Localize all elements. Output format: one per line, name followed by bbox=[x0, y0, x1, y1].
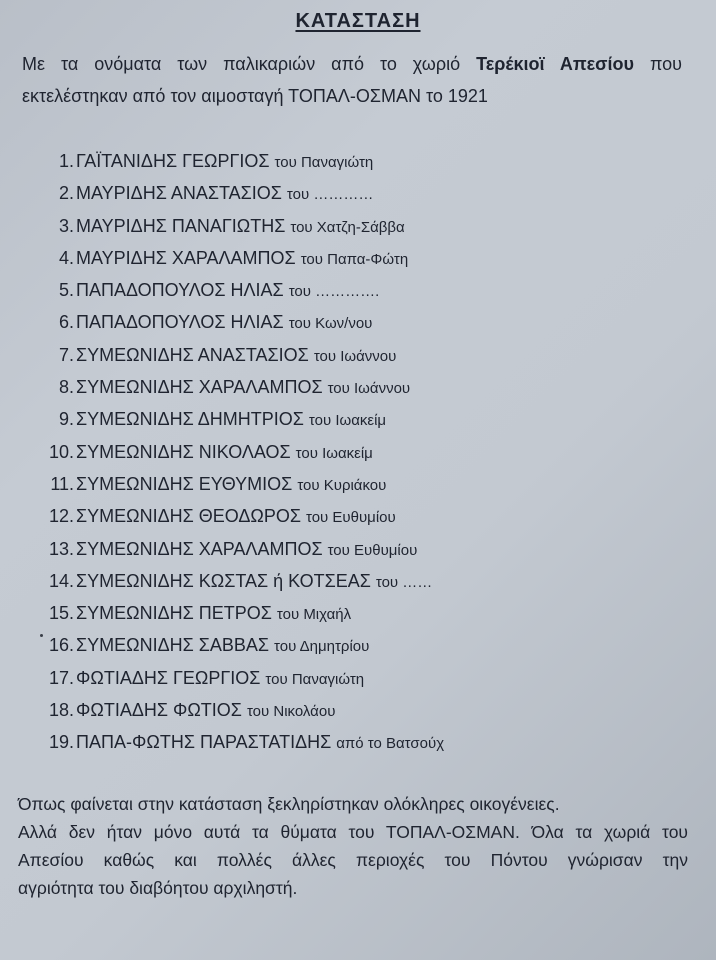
item-number: 6. bbox=[58, 312, 74, 333]
closing-line: Αλλά δεν ήταν μόνο αυτά τα θύματα του ΤΟΠΑΛ-ΟΣΜΑΝ. Όλα τα χωριά του bbox=[18, 822, 688, 842]
item-name: ΣΥΜΕΩΝΙΔΗΣ ΘΕΟΔΩΡΟΣ bbox=[76, 506, 301, 527]
intro-paragraph bbox=[22, 48, 682, 112]
item-relation: του …………. bbox=[288, 283, 380, 301]
closing-line: Όπως φαίνεται στην κατάσταση ξεκληρίστηκαν ολόκληρες οικογένειες. bbox=[18, 794, 560, 814]
item-relation: του Παναγιώτη bbox=[265, 670, 365, 688]
item-number: 11. bbox=[50, 473, 74, 494]
item-name: ΣΥΜΕΩΝΙΔΗΣ ΣΑΒΒΑΣ bbox=[76, 635, 270, 656]
item-relation: του Ιωάννου bbox=[313, 347, 397, 365]
intro-line-1 bbox=[22, 48, 682, 80]
item-number: 19. bbox=[48, 732, 74, 753]
intro-part-2: που bbox=[649, 54, 682, 74]
item-relation: του Μιχαήλ bbox=[276, 606, 352, 624]
item-relation: του Ευθυμίου bbox=[327, 541, 418, 559]
item-relation: του Ιωακείμ bbox=[295, 444, 373, 462]
item-number: 13. bbox=[48, 538, 74, 559]
item-name: ΣΥΜΕΩΝΙΔΗΣ ΧΑΡΑΛΑΜΠΟΣ bbox=[76, 538, 323, 559]
item-name: ΣΥΜΕΩΝΙΔΗΣ ΠΕΤΡΟΣ bbox=[76, 603, 272, 624]
item-number: 4. bbox=[58, 247, 74, 268]
item-number: 10. bbox=[48, 441, 74, 462]
item-name: ΠΑΠΑΔΟΠΟΥΛΟΣ ΗΛΙΑΣ bbox=[76, 312, 284, 333]
item-name: ΜΑΥΡΙΔΗΣ ΑΝΑΣΤΑΣΙΟΣ bbox=[76, 183, 282, 204]
document-title: ΚΑΤΑΣΤΑΣΗ bbox=[295, 10, 421, 32]
item-number: 12. bbox=[48, 506, 74, 527]
item-name: ΣΥΜΕΩΝΙΔΗΣ ΝΙΚΟΛΑΟΣ bbox=[76, 441, 291, 462]
item-name: ΦΩΤΙΑΔΗΣ ΓΕΩΡΓΙΟΣ bbox=[76, 667, 261, 688]
item-name: ΓΑΪΤΑΝΙΔΗΣ ΓΕΩΡΓΙΟΣ bbox=[76, 151, 270, 171]
item-number: 15. bbox=[48, 603, 74, 624]
item-name: ΜΑΥΡΙΔΗΣ ΧΑΡΑΛΑΜΠΟΣ bbox=[76, 247, 296, 268]
item-number: 14. bbox=[48, 570, 74, 591]
item-name: ΦΩΤΙΑΔΗΣ ΦΩΤΙΟΣ bbox=[76, 700, 242, 721]
item-name: ΣΥΜΕΩΝΙΔΗΣ ΚΩΣΤΑΣ ή ΚΟΤΣΕΑΣ bbox=[76, 570, 371, 591]
item-name: ΣΥΜΕΩΝΙΔΗΣ ΑΝΑΣΤΑΣΙΟΣ bbox=[76, 344, 309, 365]
item-name: ΜΑΥΡΙΔΗΣ ΠΑΝΑΓΙΩΤΗΣ bbox=[76, 215, 286, 236]
item-relation: του …… bbox=[375, 573, 433, 591]
item-number: 8. bbox=[58, 377, 74, 398]
item-relation: του Δημητρίου bbox=[274, 638, 370, 656]
item-number: 17. bbox=[48, 667, 74, 688]
item-relation: από το Βατσούχ bbox=[336, 735, 445, 753]
item-number: 18. bbox=[48, 700, 74, 721]
item-number: 7. bbox=[58, 344, 74, 365]
item-relation: του Ευθυμίου bbox=[306, 509, 396, 527]
item-name: ΣΥΜΕΩΝΙΔΗΣ ΧΑΡΑΛΑΜΠΟΣ bbox=[76, 377, 323, 398]
item-relation: του Ιωάννου bbox=[327, 380, 411, 398]
item-relation: του Παναγιώτη bbox=[274, 154, 374, 171]
item-relation: του Κων/νου bbox=[288, 315, 373, 333]
item-relation: του Ιωακείμ bbox=[308, 412, 387, 430]
item-number: 16. bbox=[48, 635, 74, 656]
item-name: ΣΥΜΕΩΝΙΔΗΣ ΔΗΜΗΤΡΙΟΣ bbox=[76, 409, 304, 430]
item-relation: του Κυριάκου bbox=[297, 476, 387, 494]
item-relation: του Νικολάου bbox=[246, 703, 336, 721]
intro-part-1: Με τα ονόματα των παλικαριών από το χωριό bbox=[22, 54, 461, 74]
paper-speck bbox=[40, 634, 43, 637]
item-number: 9. bbox=[58, 409, 74, 430]
item-number: 2. bbox=[58, 183, 74, 204]
item-name: ΣΥΜΕΩΝΙΔΗΣ ΕΥΘΥΜΙΟΣ bbox=[76, 473, 293, 494]
item-relation: του Χατζη-Σάββα bbox=[290, 218, 405, 236]
closing-line: αγριότητα του διαβόητου αρχιληστή. bbox=[18, 878, 298, 898]
item-relation: του ………… bbox=[286, 186, 374, 204]
item-name: ΠΑΠΑ-ΦΩΤΗΣ ΠΑΡΑΣΤΑΤΙΔΗΣ bbox=[76, 732, 332, 753]
item-name: ΠΑΠΑΔΟΠΟΥΛΟΣ ΗΛΙΑΣ bbox=[76, 280, 284, 301]
item-relation: του Παπα-Φώτη bbox=[300, 250, 409, 268]
item-number: 5. bbox=[58, 280, 74, 301]
intro-line-2: εκτελέστηκαν από τον αιμοσταγή ΤΟΠΑΛ-ΟΣΜΑΝ το 1921 bbox=[22, 86, 488, 106]
closing-paragraph bbox=[18, 790, 688, 902]
village-name: Τερέκιοϊ Απεσίου bbox=[476, 54, 634, 74]
item-number: 1. bbox=[58, 151, 74, 171]
item-number: 3. bbox=[58, 215, 74, 236]
closing-line: Απεσίου καθώς και πολλές άλλες περιοχές του Πόντου γνώρισαν την bbox=[18, 850, 688, 870]
